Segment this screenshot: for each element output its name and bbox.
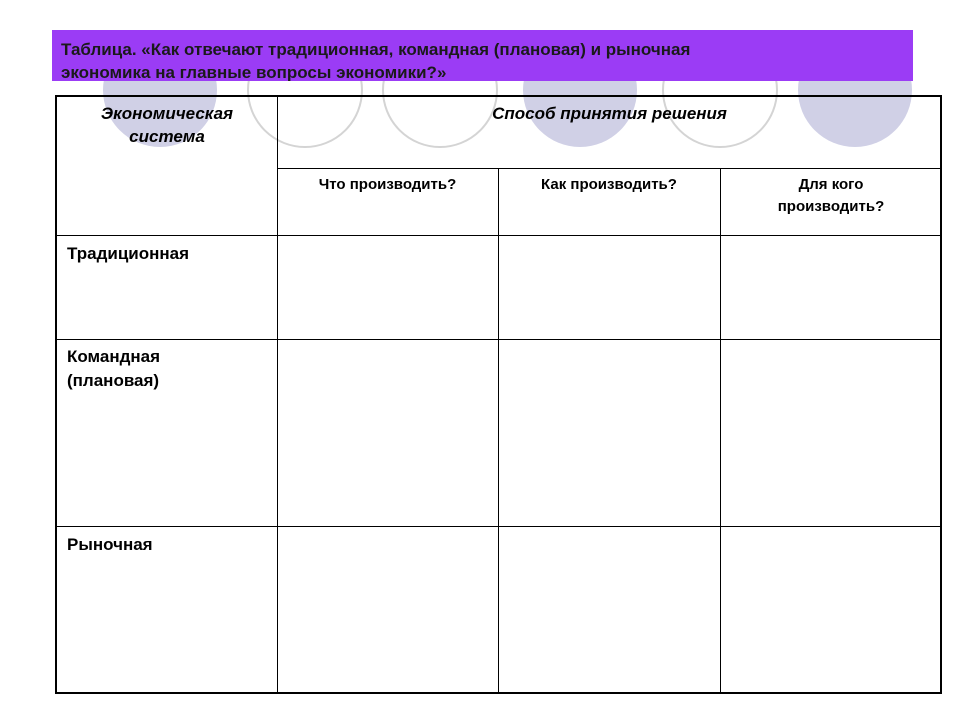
answer-cell-traditional-what[interactable] — [278, 236, 498, 339]
header-economic-system — [57, 102, 277, 148]
answer-cell-traditional-for-whom[interactable] — [721, 236, 942, 339]
answer-cell-traditional-how[interactable] — [499, 236, 720, 339]
row-label-market: Рыночная — [67, 535, 153, 554]
row-label-command-line-1: Командная — [67, 347, 161, 366]
title-banner — [52, 30, 913, 81]
header-divider-line — [277, 168, 942, 169]
answer-cell-market-what[interactable] — [278, 527, 498, 694]
row-label-traditional: Традиционная — [67, 244, 190, 263]
column-header-what: Что производить? — [318, 176, 457, 193]
answer-cell-command-how[interactable] — [499, 340, 720, 526]
column-header-for-whom-line-2: производить? — [777, 198, 885, 215]
header-economic-system-line-1: Экономическая — [100, 104, 234, 123]
column-header-for-whom — [720, 174, 942, 218]
answer-cell-market-how[interactable] — [499, 527, 720, 694]
row-label-command-line-2: (плановая) — [67, 371, 160, 390]
title-line-2: экономика на главные вопросы экономики?» — [61, 63, 447, 81]
row-label-command — [67, 345, 272, 393]
economic-systems-table — [55, 95, 942, 694]
column-header-for-whom-line-1: Для кого — [798, 176, 864, 193]
answer-cell-market-for-whom[interactable] — [721, 527, 942, 694]
answer-cell-command-what[interactable] — [278, 340, 498, 526]
header-economic-system-line-2: система — [129, 127, 205, 146]
header-decision-method: Способ принятия решения — [492, 104, 727, 123]
answer-cell-command-for-whom[interactable] — [721, 340, 942, 526]
column-header-how: Как производить? — [541, 176, 677, 193]
title-line-1: Таблица. «Как отвечают традиционная, командная (плановая) и рыночная — [61, 40, 691, 59]
